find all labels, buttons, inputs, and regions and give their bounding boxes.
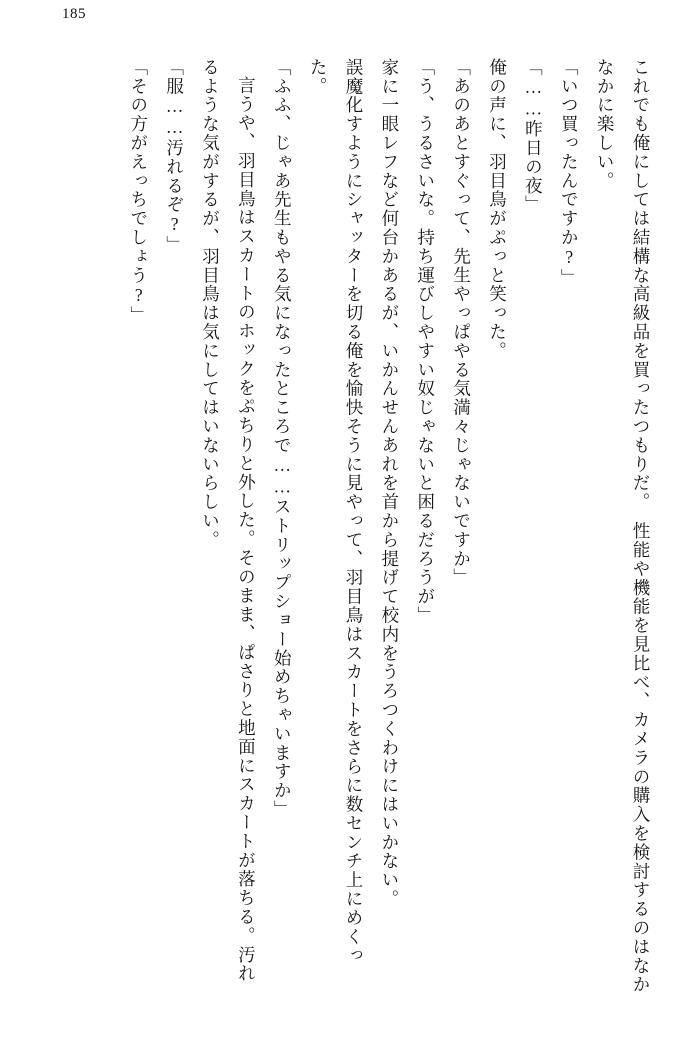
body-paragraph: 言うや、羽目鳥はスカートのホックをぷちりと外した。そのまま、ぱさりと地面にスカートが落ちる。汚れるような気がするが、羽目鳥は気にしてはいないらしい。 xyxy=(200,58,257,983)
body-paragraph: 「あのあとすぐって、先生やっぱやる気満々じゃないですか」 xyxy=(451,58,472,588)
vertical-body-text xyxy=(58,58,658,998)
body-paragraph: 「ふふ、じゃあ先生もやる気になったところで……ストリップショー始めちゃいますか」 xyxy=(272,58,293,819)
body-paragraph: 誤魔化すようにシャッターを切る俺を愉快そうに見やって、羽目鳥はスカートをさらに数センチ上にめくった。 xyxy=(308,58,364,966)
body-paragraph: 家に一眼レフなど何台かあるが、いかんせんあれを首から提げて校内をうろつくわけにはいかない。 xyxy=(379,58,400,909)
body-paragraph: 「その方がえっちでしょう?」 xyxy=(128,58,149,326)
body-paragraph: 「……昨日の夜」 xyxy=(523,58,544,215)
page-number: 185 xyxy=(62,6,86,22)
body-paragraph: 「う、うるさいな。持ち運びしやすい奴じゃないと困るだろうが」 xyxy=(415,58,436,625)
body-paragraph: 俺の声に、羽目鳥がぷっと笑った。 xyxy=(487,58,508,361)
body-paragraph: 「いつ買ったんですか?」 xyxy=(559,58,580,288)
body-paragraph: これでも俺にしては結構な高級品を買ったつもりだ。 性能や機能を見比べ、カメラの購入を検討するのはなかなかに楽しい。 xyxy=(595,58,651,995)
body-paragraph: 「服……汚れるぞ?」 xyxy=(164,58,185,255)
